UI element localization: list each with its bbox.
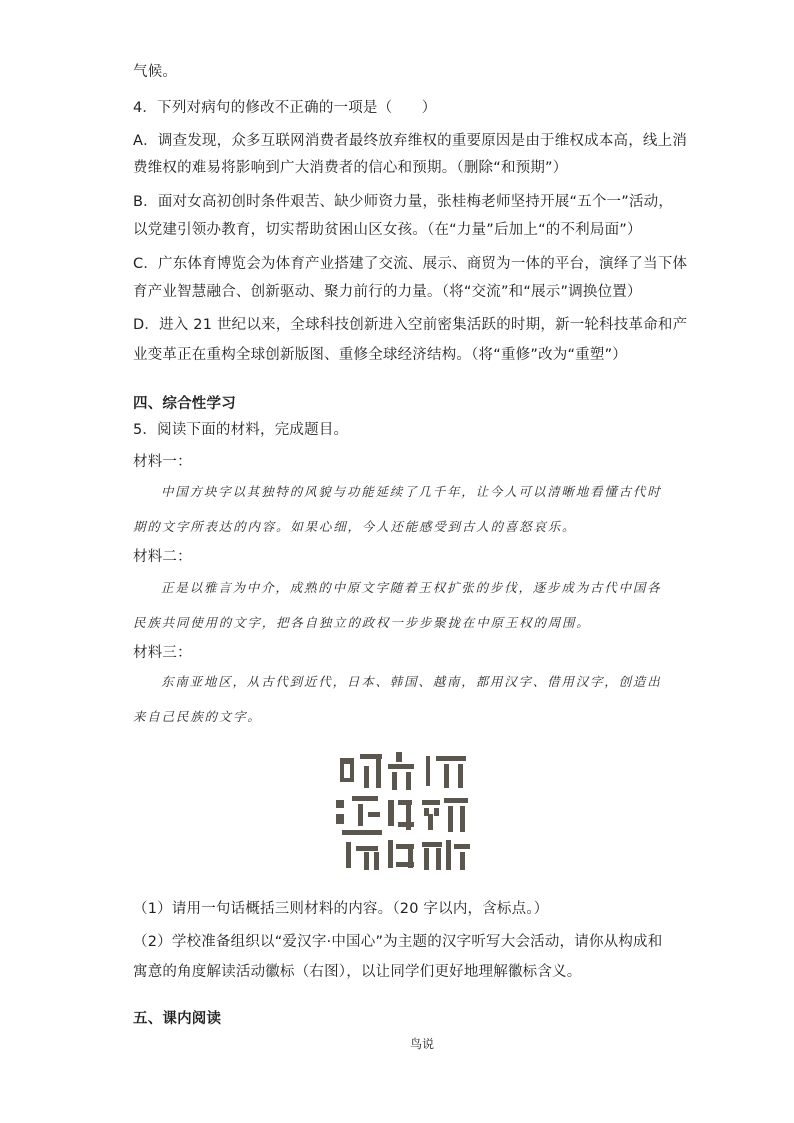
q4-option-c-line1: C．广东体育博览会为体育产业搭建了交流、展示、商贸为一体的平台，演绎了当下体 (133, 256, 688, 272)
q4-option-a-line2: 费维权的难易将影响到广大消费者的信心和预期。（删除“和预期”） (133, 160, 568, 176)
q4-option-b-line1: B．面对女高初创时条件艰苦、缺少师资力量，张桂梅老师坚持开展“五个一”活动， (133, 194, 674, 210)
q4-stem: 4．下列对病句的修改不正确的一项是（ ） (133, 100, 437, 116)
material2-label: 材料二： (133, 549, 192, 565)
material1-label: 材料一： (133, 454, 192, 470)
material1-text: 中国方块字以其独特的风貌与功能延续了几千年，让今人可以清晰地看懂古代时期的文字所表达的内容。如果心细，今人还能感受到古人的喜怒哀乐。 (133, 484, 662, 534)
reading-title: 鸟说 (410, 1037, 435, 1051)
section5-heading: 五、课内阅读 (133, 1011, 222, 1027)
q4-option-b-line2: 以党建引领办教育，切实帮助贫困山区女孩。（在“力量”后加上“的不利局面”） (133, 222, 642, 238)
section4-heading: 四、综合性学习 (133, 396, 236, 412)
emblem-glyphs (336, 752, 470, 870)
q5-stem: 5．阅读下面的材料，完成题目。 (133, 422, 349, 438)
sub-question-1: （1）请用一句话概括三则材料的内容。（20 字以内，含标点。） (133, 901, 549, 917)
material3-label: 材料三： (133, 645, 192, 661)
material2-text: 正是以雅言为中介，成熟的中原文字随着王权扩张的步伐，逐步成为古代中国各民族共同使用的文字，把各自独立的政权一步步聚拢在中原王权的周围。 (133, 580, 662, 630)
q4-option-c-line2: 育产业智慧融合、创新驱动、聚力前行的力量。（将“交流”和“展示”调换位置） (133, 284, 642, 300)
sub-question-2-line1: （2）学校准备组织以“爱汉字·中国心”为主题的汉字听写大会活动，请你从构成和 (133, 934, 663, 950)
sub-question-2-line2: 寓意的角度解读活动徽标（右图），以让同学们更好地理解徽标含义。 (133, 964, 582, 980)
material3-text: 东南亚地区，从古代到近代，日本、韩国、越南，都用汉字、借用汉字，创造出来自己民族的文字。 (133, 674, 662, 724)
event-emblem-logo (336, 748, 476, 876)
q4-option-d-line1: D．进入 21 世纪以来，全球科技创新进入空前密集活跃的时期，新一轮科技革命和产 (133, 317, 688, 333)
q4-option-a-line1: A．调查发现，众多互联网消费者最终放弃维权的重要原因是由于维权成本高，线上消 (133, 133, 688, 149)
q4-option-d-line2: 业变革正在重构全球创新版图、重修全球经济结构。（将“重修”改为“重塑”） (133, 347, 627, 363)
q3-tail-text: 气候。 (133, 64, 178, 80)
